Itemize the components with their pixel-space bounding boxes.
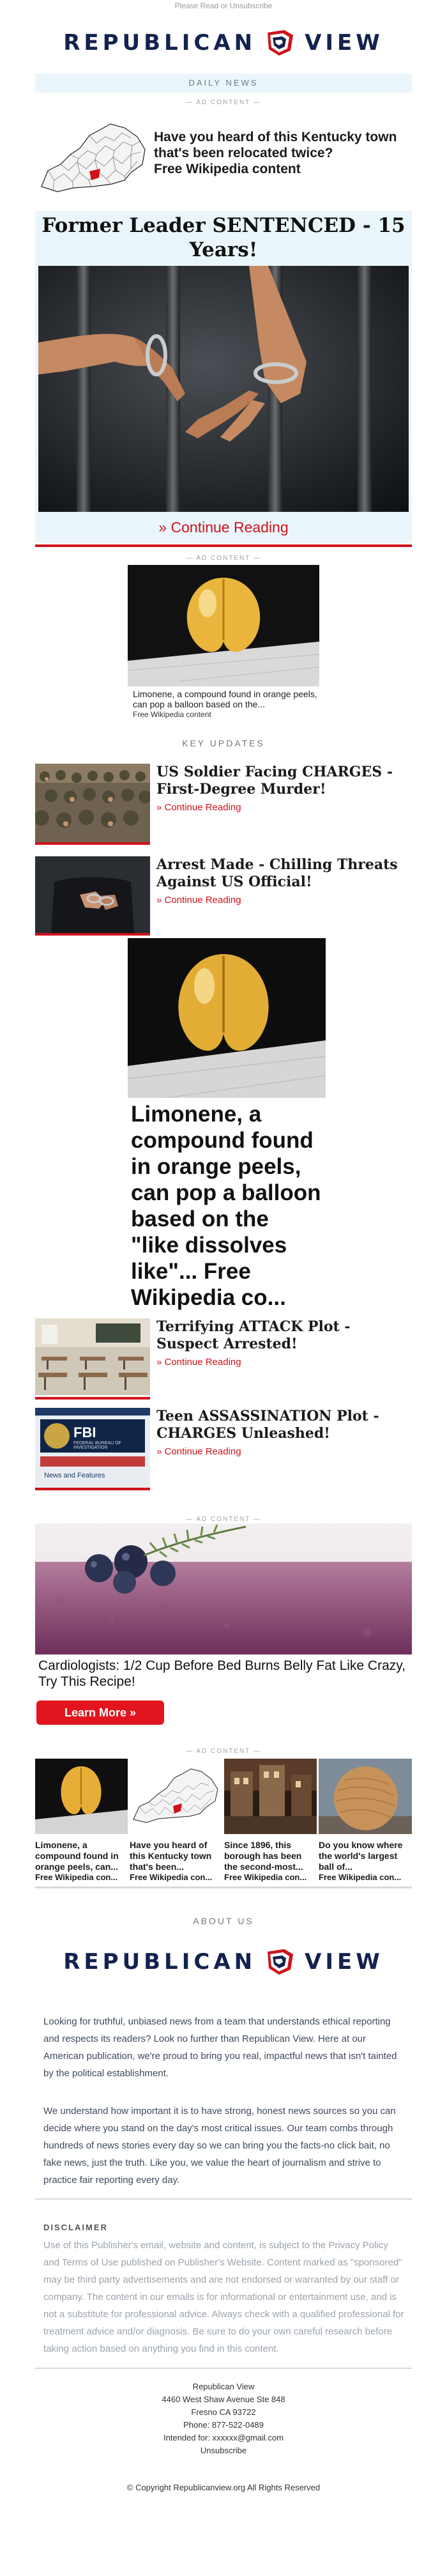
hero-story[interactable] — [35, 211, 412, 543]
story-arrest-link[interactable]: » Continue Reading — [156, 895, 241, 906]
ad-berry-recipe[interactable] — [35, 1523, 412, 1693]
ad-grid-item[interactable] — [319, 1759, 412, 1882]
story-divider — [35, 933, 150, 936]
ad-berry-headline[interactable]: Cardiologists: 1/2 Cup Before Bed Burns Belly Fat Like Crazy, Try This Recipe! — [38, 1658, 406, 1689]
ad-grid — [35, 1759, 412, 1882]
section-divider — [35, 2198, 412, 2200]
ad-kentucky-source: Free Wikipedia content — [154, 162, 301, 176]
ad-limonene-large-text[interactable]: Limonene, a compound found in orange peels, can pop a balloon based on the "like dissolves like"... Free Wikipedia co... — [131, 1102, 321, 1310]
story-soldier-title[interactable]: US Soldier Facing CHARGES - First-Degree Murder! — [156, 764, 393, 798]
story-attack-title[interactable]: Terrifying ATTACK Plot - Suspect Arrested! — [156, 1318, 351, 1352]
ad-grid-caption: Limonene, a compound found in orange peels, can... — [35, 1840, 119, 1872]
ad-grid-source: Free Wikipedia con... — [130, 1872, 213, 1882]
borough-thumb[interactable] — [224, 1759, 317, 1834]
arrest-handcuffs-image[interactable] — [35, 856, 150, 933]
story-arrest-title[interactable]: Arrest Made - Chilling Threats Against US Official! — [156, 856, 398, 890]
ad-grid-item[interactable] — [35, 1759, 128, 1882]
key-updates-heading: KEY UPDATES — [182, 738, 265, 748]
story-divider — [35, 1488, 150, 1490]
brand-word-republican: REPUBLICAN — [63, 30, 257, 56]
footer-brand-logo[interactable] — [35, 1946, 412, 1978]
ad-grid-caption: Have you heard of this Kentucky town that's been... — [130, 1840, 212, 1872]
fbi-title: FBI — [73, 1424, 96, 1440]
ad-content-label: — AD CONTENT — — [186, 555, 261, 562]
story-arrest[interactable] — [35, 856, 412, 936]
fbi-seal-icon — [44, 1423, 70, 1449]
story-assassination-link[interactable]: » Continue Reading — [156, 1446, 241, 1457]
footer-address-line-2: Fresno CA 93722 — [191, 2407, 256, 2417]
story-divider — [35, 842, 150, 845]
fbi-subtitle: FEDERAL BUREAU OF INVESTIGATION — [73, 1441, 121, 1450]
soldiers-image[interactable] — [35, 764, 150, 844]
story-attack-link[interactable]: » Continue Reading — [156, 1357, 241, 1368]
ad-kentucky-headline: Have you heard of this Kentucky town that's been relocated twice? — [154, 130, 397, 160]
unsubscribe-link[interactable]: Unsubscribe — [200, 2446, 247, 2455]
ad-grid-source: Free Wikipedia con... — [319, 1872, 402, 1882]
ad-kentucky-town[interactable] — [35, 110, 412, 209]
classroom-image[interactable] — [35, 1318, 150, 1395]
brand-word-republican: REPUBLICAN — [63, 1949, 257, 1975]
section-divider — [35, 1886, 412, 1888]
kentucky-map-image — [35, 110, 150, 209]
twine-ball-thumb[interactable] — [319, 1759, 412, 1834]
kentucky-map-thumb[interactable] — [130, 1759, 222, 1834]
ad-grid-item[interactable] — [224, 1759, 317, 1882]
balloon-image — [128, 565, 319, 686]
hero-title[interactable]: Former Leader SENTENCED - 15 Years! — [42, 214, 405, 261]
section-divider — [35, 2368, 412, 2369]
disclaimer-text: Use of this Publisher's email, website and content, is subject to the Privacy Policy and Terms of Use published on Publisher's Website. Content marked as "sponsored" may be third party advertisements and are not endorsed or warranted by our staff or company. The content in our emails is for informational or entertainment use, and is not a substitute for professional advice. Always check with a qualified professional for treatment advice and/or diagnosis. Be sure to do your own careful research before taking action based on anything you find in this content. — [43, 2240, 404, 2354]
brand-logo[interactable] — [35, 27, 412, 59]
fbi-website-image[interactable] — [35, 1408, 150, 1491]
ad-limonene-small[interactable] — [128, 565, 319, 721]
preheader-text[interactable]: Please Read or Unsubscribe — [174, 1, 273, 10]
flag-icon — [265, 29, 296, 57]
footer-phone: Phone: 877-522-0489 — [183, 2420, 264, 2430]
ad-grid-caption: Since 1896, this borough has been the second-most... — [224, 1840, 303, 1872]
flag-icon — [265, 1948, 296, 1976]
ad-grid-source: Free Wikipedia con... — [35, 1872, 118, 1882]
hero-divider — [35, 544, 412, 547]
about-us-heading: ABOUT US — [193, 1916, 254, 1926]
balloon-image-large[interactable] — [128, 938, 326, 1098]
ad-content-label: — AD CONTENT — — [186, 1516, 261, 1523]
berry-smoothie-image[interactable] — [35, 1523, 412, 1654]
brand-word-view: VIEW — [305, 1949, 384, 1975]
story-assassination[interactable] — [35, 1408, 412, 1491]
daily-news-band: DAILY NEWS — [35, 73, 412, 93]
footer-copyright: © Copyright Republicanview.org All Rights Reserved — [126, 2483, 321, 2492]
story-soldier[interactable] — [35, 764, 412, 844]
brand-word-view: VIEW — [305, 30, 384, 56]
fbi-tab-label: News and Features — [44, 1472, 105, 1479]
footer-intended-for: Intended for: xxxxxx@gmail.com — [163, 2433, 284, 2442]
ad-limonene-source: Free Wikipedia content — [133, 710, 211, 719]
learn-more-button[interactable]: Learn More » — [36, 1701, 164, 1725]
hero-continue-link[interactable] — [35, 519, 412, 536]
disclaimer-heading: DISCLAIMER — [43, 2223, 108, 2232]
hero-handcuffs-image[interactable] — [38, 266, 409, 512]
story-divider — [35, 1397, 150, 1400]
story-soldier-link[interactable]: » Continue Reading — [156, 802, 241, 813]
ad-content-label: — AD CONTENT — — [186, 99, 261, 106]
footer-address-line-1: 4460 West Shaw Avenue Ste 848 — [162, 2395, 285, 2404]
about-paragraph-1: Looking for truthful, unbiased news from a team that understands ethical reporting and respects its readers? Look no further than Republican View. Here at our American publication, we're proud to bring you real, impactful news that isn't tainted by the political establishment. — [43, 2016, 397, 2079]
ad-content-label: — AD CONTENT — — [186, 1748, 261, 1755]
ad-limonene-large[interactable] — [128, 938, 326, 1310]
hero-continue-label[interactable]: » Continue Reading — [158, 519, 289, 536]
balloon-thumb[interactable] — [35, 1759, 128, 1834]
story-assassination-title[interactable]: Teen ASSASSINATION Plot - CHARGES Unleashed! — [156, 1408, 379, 1442]
ad-grid-item[interactable] — [130, 1759, 222, 1882]
ad-limonene-caption: Limonene, a compound found in orange peels, can pop a balloon based on the... — [133, 689, 317, 709]
about-paragraph-2: We understand how important it is to have strong, honest news sources so you can decide where you stand on the day's most critical issues. Our team combs through hundreds of news stories every day so we can bring you the facts-no click bait, no fake news, just the truth. Like you, we value the heart of journalism and strive to practice fair reporting every day. — [43, 2106, 396, 2186]
ad-grid-caption: Do you know where the world's largest ball of... — [319, 1840, 403, 1872]
story-attack[interactable] — [35, 1318, 412, 1398]
ad-grid-source: Free Wikipedia con... — [224, 1872, 307, 1882]
footer-company-name: Republican View — [192, 2382, 255, 2391]
footer-address — [35, 2380, 412, 2457]
